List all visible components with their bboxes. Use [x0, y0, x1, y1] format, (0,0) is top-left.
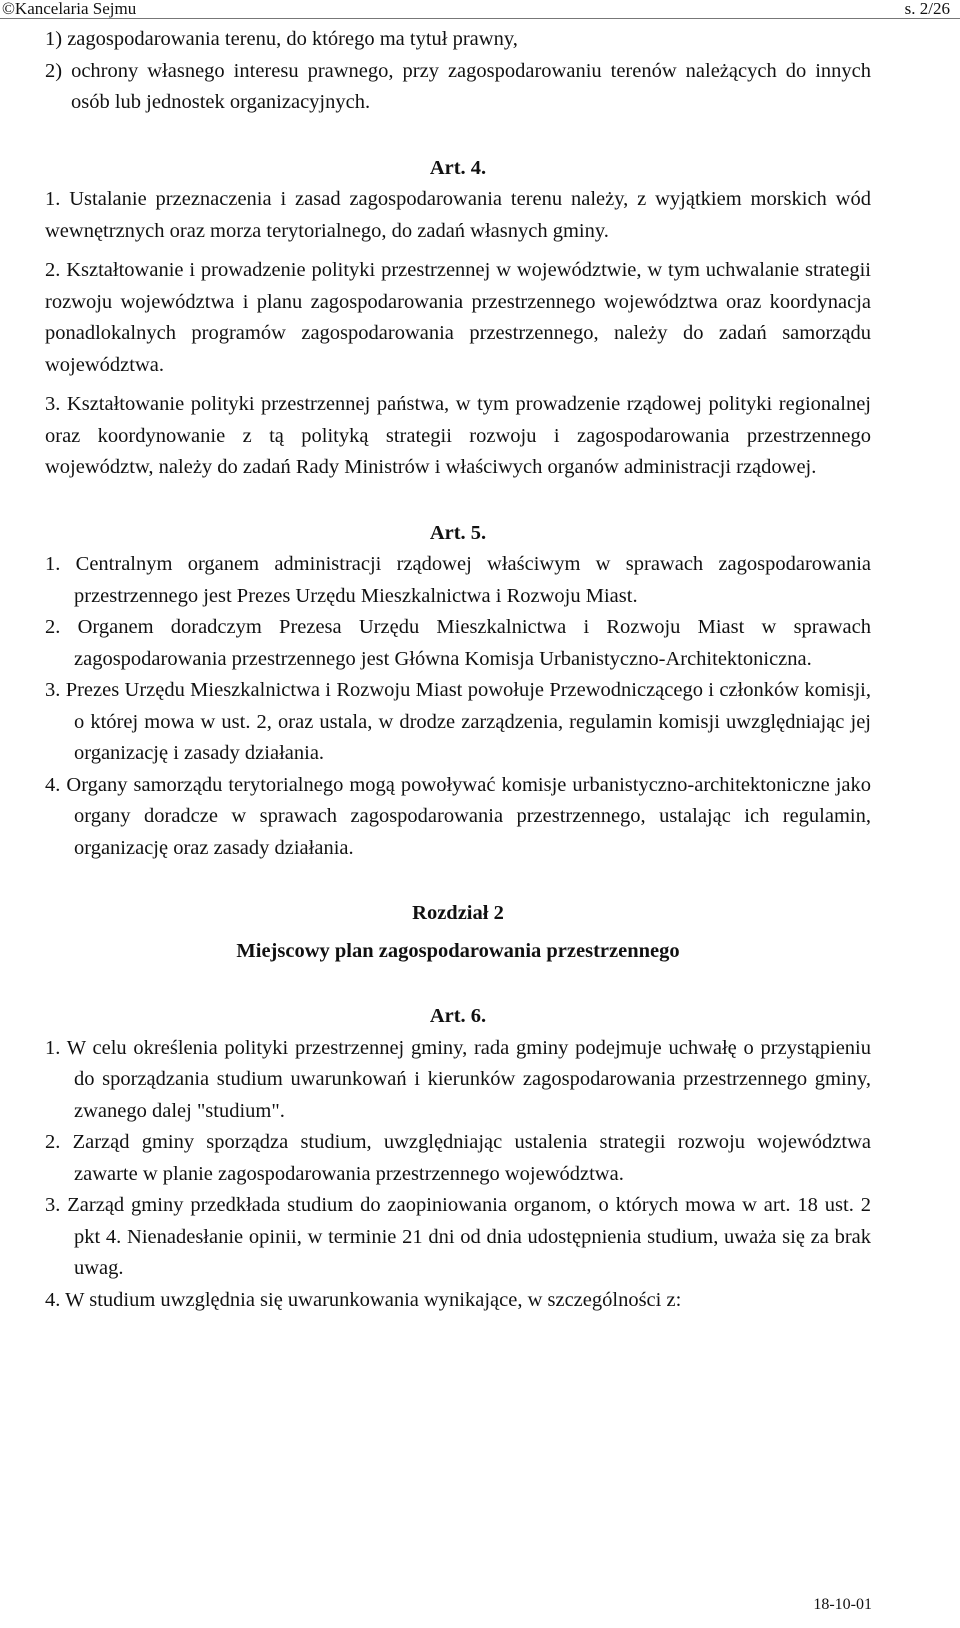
- header-publisher: ©Kancelaria Sejmu: [2, 0, 137, 18]
- article-5-para-4: 4. Organy samorządu terytorialnego mogą powoływać komisje urbanistyczno-architektoniczne jako organy doradcze w sprawach zagospodarowania przestrzennego, ustalając ich regulamin, organizację oraz zasady działania.: [45, 773, 871, 859]
- article-4-para-3: 3. Kształtowanie polityki przestrzennej państwa, w tym prowadzenie rządowej polityki regionalnej oraz koordynowanie z tą polityką strategii rozwoju i zagospodarowania przestrzennego województw, należy do zadań Rady Ministrów i właściwych organów administracji rządowej.: [45, 393, 871, 478]
- page-header: [0, 0, 960, 20]
- article-5-para-1: 1. Centralnym organem administracji rządowej właściwym w sprawach zagospodarowania przestrzennego jest Prezes Urzędu Mieszkalnictwa i Rozwoju Miast.: [45, 553, 871, 607]
- article-6-para-4: 4. W studium uwzględnia się uwarunkowania wynikające, w szczególności z:: [45, 1288, 682, 1311]
- chapter-title: Miejscowy plan zagospodarowania przestrzennego: [236, 939, 680, 962]
- article-5-title: Art. 5.: [429, 521, 487, 544]
- article-6-para-3: 3. Zarząd gminy przedkłada studium do zaopiniowania organom, o których mowa w art. 18 ust. 2 pkt 4. Nienadesłanie opinii, w terminie 21 dni od dnia udostępnienia studium, uważa się za brak uwag.: [45, 1194, 871, 1279]
- document-body: [45, 24, 871, 1316]
- header-divider: [0, 18, 960, 19]
- article-6-title: Art. 6.: [429, 1005, 487, 1027]
- article-6-para-2: 2. Zarząd gminy sporządza studium, uwzględniając ustalenia strategii rozwoju województwa zawarte w planie zagospodarowania przestrzennego województwa.: [45, 1131, 871, 1185]
- footer-date: 18-10-01: [813, 1596, 872, 1613]
- article-4-para-1: 1. Ustalanie przeznaczenia i zasad zagospodarowania terenu należy, z wyjątkiem morskich wód wewnętrznych oraz morza terytorialnego, do zadań własnych gminy.: [45, 188, 871, 242]
- article-4-para-2: 2. Kształtowanie i prowadzenie polityki przestrzennej w województwie, w tym uchwalanie strategii rozwoju województwa i planu zagospodarowania przestrzennego województwa oraz koordynacja ponadlokalnych programów zagospodarowania przestrzennego, należy do zadań samorządu województwa.: [45, 259, 871, 376]
- article-6-para-1: 1. W celu określenia polityki przestrzennej gminy, rada gminy podejmuje uchwałę o przystąpieniu do sporządzania studium uwarunkowań i kierunków zagospodarowania przestrzennego gminy, zwanego dalej "studium".: [45, 1036, 871, 1122]
- article-5-para-3: 3. Prezes Urzędu Mieszkalnictwa i Rozwoju Miast powołuje Przewodniczącego i członków komisji, o której mowa w ust. 2, oraz ustala, w drodze zarządzenia, regulamin komisji uwzględniając jej organizację i zasady działania.: [45, 679, 871, 764]
- article-5-para-2: 2. Organem doradczym Prezesa Urzędu Mieszkalnictwa i Rozwoju Miast w sprawach zagospodarowania przestrzennego jest Główna Komisja Urbanistyczno-Architektoniczna.: [45, 616, 871, 670]
- article-4-title: Art. 4.: [429, 156, 487, 179]
- intro-item-2: 2) ochrony własnego interesu prawnego, przy zagospodarowaniu terenów należących do innych osób lub jednostek organizacyjnych.: [45, 59, 871, 113]
- intro-item-1: 1) zagospodarowania terenu, do którego ma tytuł prawny,: [45, 28, 518, 50]
- chapter-number: Rozdział 2: [412, 902, 504, 924]
- header-page-number: s. 2/26: [904, 0, 950, 18]
